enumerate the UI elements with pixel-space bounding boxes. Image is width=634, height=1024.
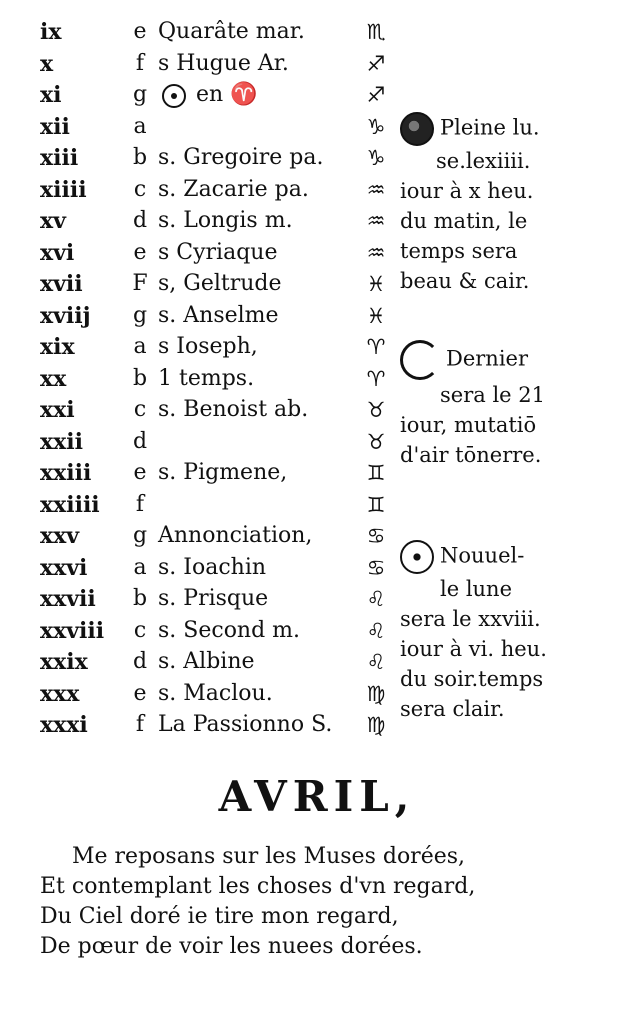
day-numeral: xiii (40, 145, 79, 171)
saint-name: en ♈ (196, 82, 258, 107)
dominical-letter: b (132, 365, 148, 391)
month-heading: AVRIL, (218, 772, 416, 821)
zodiac-sign: ♐ (366, 83, 386, 107)
dominical-letter: f (135, 491, 145, 517)
note-line: sera le 21 (440, 383, 545, 407)
full-moon-note (400, 112, 630, 296)
note-line: du matin, le (400, 209, 528, 233)
day-numeral: xiiii (40, 176, 87, 203)
saint-name: s. Ioachin (158, 554, 267, 580)
zodiac-sign: ♑ (366, 146, 386, 170)
note-line: iour, mutatiō (400, 413, 537, 437)
saint-name: Annonciation, (158, 523, 313, 548)
saint-name: s Hugue Ar. (158, 50, 289, 76)
saint-name: s. Gregoire pa. (158, 145, 324, 170)
zodiac-sign: ♐ (366, 51, 386, 76)
zodiac-sign: ♍ (366, 681, 386, 706)
note-line: d'air tōnerre. (400, 443, 542, 467)
calendar-row (0, 16, 634, 48)
saint-name: s. Benoist ab. (158, 397, 309, 422)
day-numeral: xxxi (40, 712, 88, 738)
saint-name: s. Maclou. (158, 680, 273, 706)
dominical-letter: d (132, 208, 148, 233)
note-line: beau & cair. (400, 269, 530, 293)
sun-icon (162, 84, 186, 108)
day-numeral: xxvi (40, 554, 88, 581)
note-line: le lune (440, 577, 513, 601)
note-line: temps sera (400, 239, 518, 263)
new-moon-note (400, 540, 630, 724)
dominical-letter: c (133, 176, 147, 202)
last-quarter-moon-icon (400, 340, 440, 380)
dominical-letter: f (135, 50, 145, 76)
verse-line: Me reposans sur les Muses dorées, (72, 844, 466, 869)
verse-line: Et contemplant les choses d'vn regard, (40, 874, 476, 899)
calendar-row (0, 300, 634, 332)
saint-name: s. Anselme (158, 302, 279, 328)
saint-name: s, Geltrude (158, 271, 282, 296)
zodiac-sign: ♌ (366, 587, 386, 611)
note-line: iour à x heu. (400, 179, 534, 203)
new-moon-icon (400, 540, 434, 574)
calendar-row (0, 48, 634, 80)
day-numeral: xxiii (40, 460, 92, 486)
zodiac-sign: ♋ (366, 524, 386, 548)
zodiac-sign: ♒ (366, 240, 386, 265)
zodiac-sign: ♒ (366, 177, 386, 202)
zodiac-sign: ♈ (366, 366, 386, 391)
dominical-letter: c (133, 397, 147, 422)
dominical-letter: c (133, 617, 147, 643)
saint-name: s Cyriaque (158, 239, 278, 265)
day-numeral: xvii (40, 271, 83, 297)
dominical-letter: f (135, 712, 145, 737)
dominical-letter: e (133, 680, 147, 706)
dominical-letter: g (132, 302, 148, 328)
saint-name: Quarâte mar. (158, 19, 305, 44)
zodiac-sign: ♒ (366, 209, 386, 233)
day-numeral: xx (40, 365, 67, 392)
day-numeral: xviij (40, 302, 91, 329)
last-quarter-note (400, 340, 630, 470)
dominical-letter: b (132, 586, 148, 611)
dominical-letter: F (132, 271, 148, 296)
zodiac-sign: ♌ (366, 618, 386, 643)
note-line: iour à vi. heu. (400, 637, 547, 661)
day-numeral: xii (40, 113, 70, 140)
zodiac-sign: ♏ (366, 20, 386, 44)
day-numeral: xxx (40, 680, 80, 707)
saint-name: s. Prisque (158, 586, 269, 611)
dominical-letter: g (132, 523, 148, 548)
calendar-row (0, 79, 634, 111)
day-numeral: xxix (40, 649, 88, 675)
note-line: sera le xxviii. (400, 607, 541, 631)
day-numeral: xxii (40, 428, 83, 455)
saint-name: La Passionno S. (158, 712, 333, 737)
dominical-letter: e (133, 460, 147, 485)
dominical-letter: a (133, 113, 147, 139)
day-numeral: xix (40, 334, 75, 360)
dominical-letter: d (132, 649, 148, 674)
note-line: du soir.temps (400, 667, 544, 691)
day-numeral: xv (40, 208, 66, 234)
calendar-row (0, 489, 634, 521)
saint-name: s. Albine (158, 649, 255, 674)
day-numeral: xxi (40, 397, 75, 423)
dominical-letter: a (133, 334, 147, 359)
note-line: sera clair. (400, 697, 505, 721)
dominical-letter: e (133, 19, 147, 44)
zodiac-sign: ♊ (366, 461, 386, 485)
dominical-letter: e (133, 239, 147, 265)
zodiac-sign: ♍ (366, 713, 386, 737)
zodiac-sign: ♈ (366, 335, 386, 359)
saint-name: s. Zacarie pa. (158, 176, 309, 202)
full-moon-icon (400, 112, 434, 146)
day-numeral: xvi (40, 239, 75, 266)
zodiac-sign: ♉ (366, 398, 386, 422)
saint-name: s. Second m. (158, 617, 301, 643)
saint-name: s Ioseph, (158, 334, 258, 359)
zodiac-sign: ♓ (366, 272, 386, 296)
zodiac-sign: ♑ (366, 114, 386, 139)
verse-line: Du Ciel doré ie tire mon regard, (40, 904, 399, 929)
day-numeral: xxviii (40, 617, 105, 644)
verse-line: De pœur de voir les nuees dorées. (40, 934, 423, 959)
note-line: se.lexiiii. (436, 149, 531, 173)
note-line: Pleine lu. (440, 115, 540, 140)
day-numeral: xxvii (40, 586, 96, 612)
day-numeral: x (40, 50, 54, 77)
note-line: Nouuel- (440, 543, 525, 568)
zodiac-sign: ♋ (366, 555, 386, 580)
zodiac-sign: ♌ (366, 650, 386, 674)
day-numeral: ix (40, 19, 62, 45)
zodiac-sign: ♓ (366, 303, 386, 328)
saint-name: s. Longis m. (158, 208, 293, 233)
saint-name: s. Pigmene, (158, 460, 288, 485)
saint-name: 1 temps. (158, 365, 255, 391)
day-numeral: xxv (40, 523, 80, 549)
note-line: Dernier (446, 346, 529, 371)
dominical-letter: g (132, 82, 148, 107)
zodiac-sign: ♊ (366, 492, 386, 517)
dominical-letter: b (132, 145, 148, 170)
dominical-letter: a (133, 554, 147, 580)
day-numeral: xi (40, 82, 62, 108)
dominical-letter: d (132, 428, 148, 454)
day-numeral: xxiiii (40, 491, 100, 518)
zodiac-sign: ♉ (366, 429, 386, 454)
